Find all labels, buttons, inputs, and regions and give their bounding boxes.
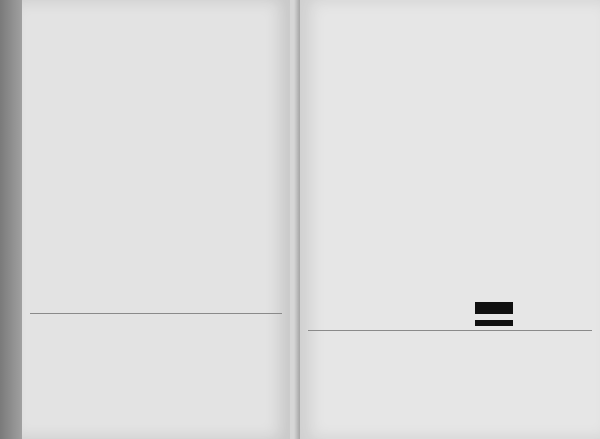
black-rule-block [475, 302, 513, 314]
black-rule-block-small [475, 320, 513, 326]
right-notes-text [308, 336, 592, 432]
right-notes-divider [308, 330, 592, 331]
left-main-text [28, 18, 282, 306]
right-page [300, 0, 600, 439]
left-page [22, 0, 290, 439]
right-main-text [308, 8, 592, 318]
left-notes-text [28, 318, 282, 416]
left-notes-divider [30, 313, 282, 314]
